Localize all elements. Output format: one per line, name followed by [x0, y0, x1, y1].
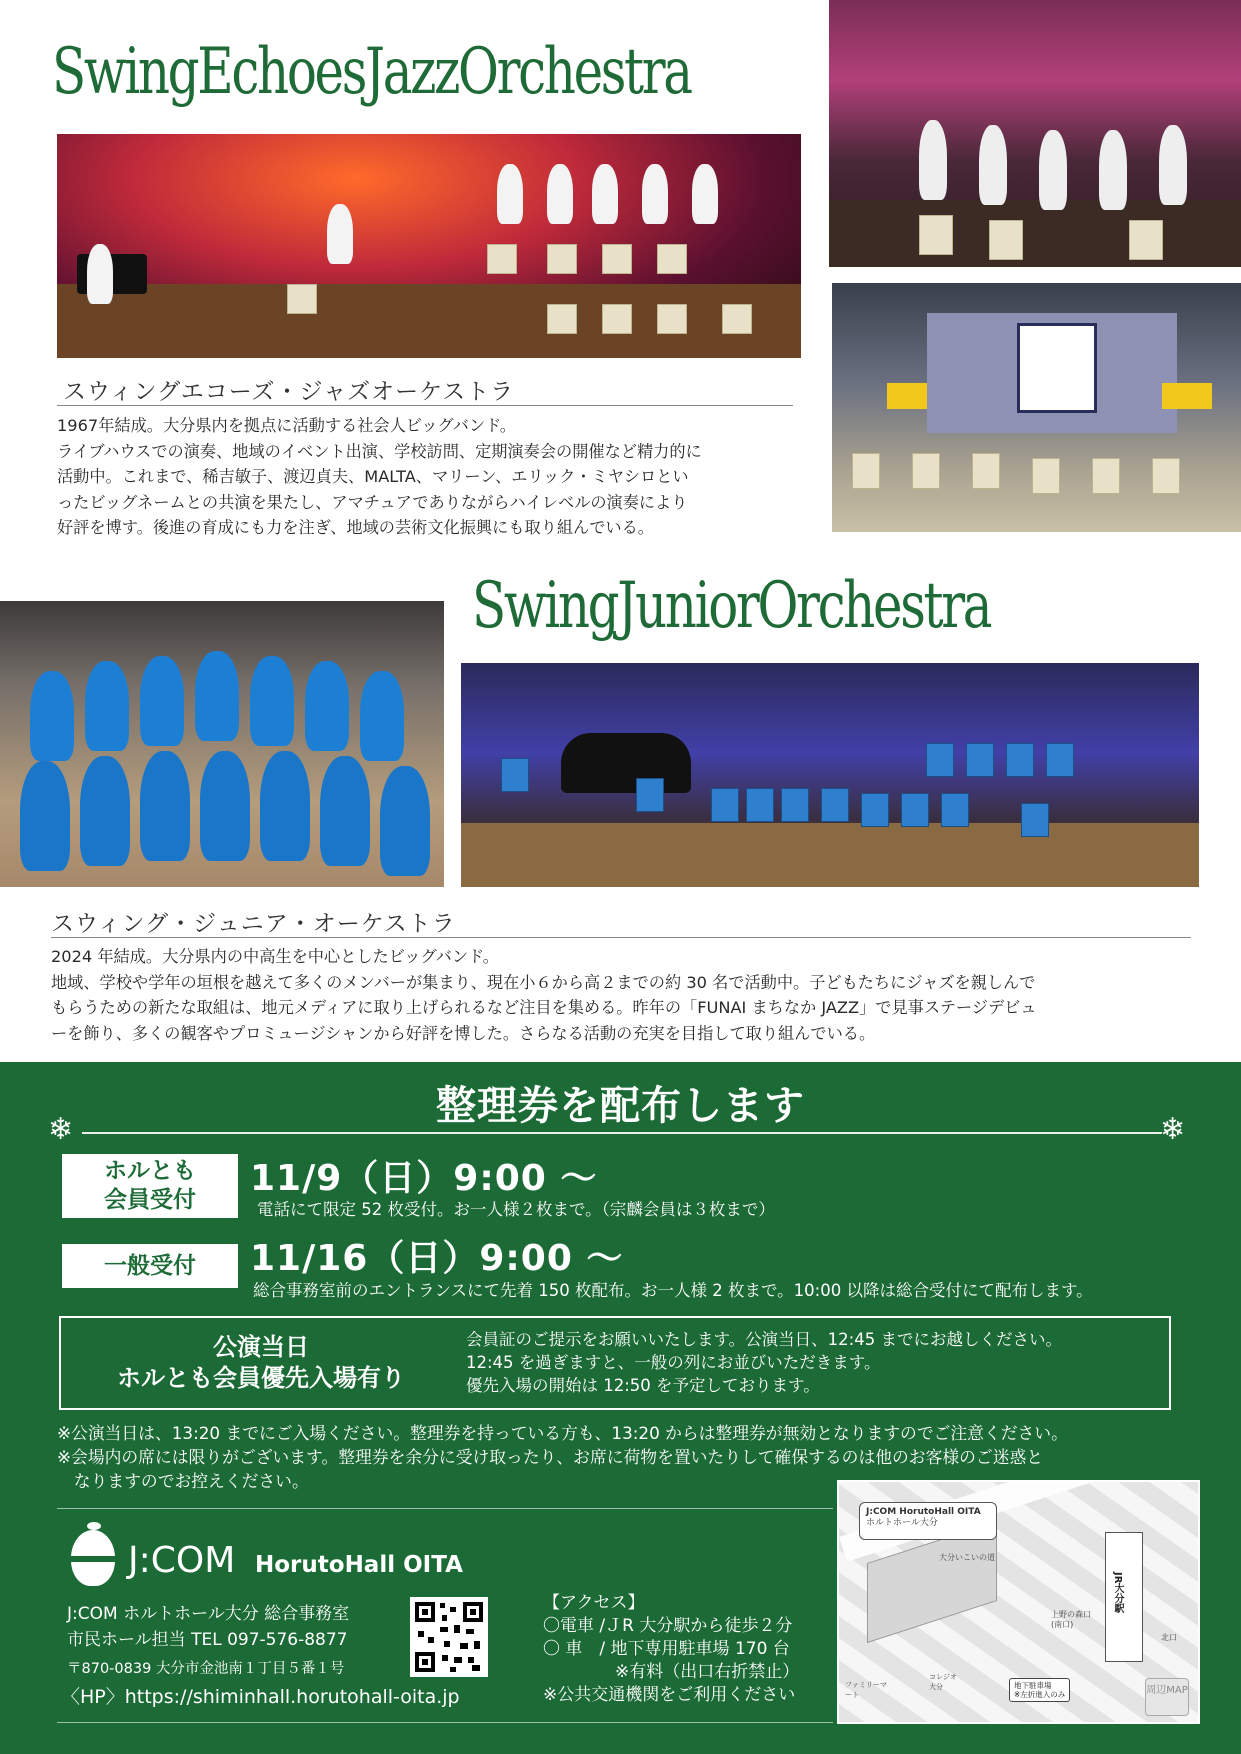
map-station-label: JR大分駅	[1112, 1572, 1123, 1614]
hall-logo-icon	[68, 1522, 118, 1588]
junior-stage-photo	[461, 663, 1199, 887]
office-name: J:COM ホルトホール大分 総合事務室	[67, 1604, 350, 1624]
logo-jcom-text: J:COM	[128, 1540, 236, 1581]
ticket-warnings: ※公演当日は、13:20 までにご入場ください。整理券を持っている方も、13:20 からは整理券が無効となりますのでご注意ください。 ※会場内の席には限りがございます。整理券を余分に受け取ったり、お席に荷物を置いたりして確保するのは他のお客様のご迷惑と なりますのでお控えください。	[57, 1423, 1068, 1491]
ticket-heading: 整理券を配布します	[436, 1083, 805, 1129]
band-title-echoes: SwingEchoesJazzOrchestra	[52, 35, 691, 109]
general-reception-date: 11/16（日）9:00 〜	[250, 1238, 624, 1279]
priority-entry-details: 会員証のご提示をお願いいたします。公演当日、12:45 までにお越しください。 12:45 を過ぎますと、一般の列にお並びいただきます。 優先入場の開始は 12:50 を予定しております。	[466, 1330, 1062, 1395]
priority-entry-box	[59, 1316, 1171, 1410]
band-title-junior: SwingJuniorOrchestra	[472, 569, 991, 643]
echoes-livehouse-photo	[829, 0, 1241, 267]
junior-kana-title: スウィング・ジュニア・オーケストラ	[51, 911, 456, 937]
map-venue-sub: ホルトホール大分	[866, 1518, 938, 1528]
general-reception-note: 総合事務室前のエントランスにて先着 150 枚配布。お一人様 2 枚まで。10:00 以降は総合受付にて配布します。	[253, 1281, 1093, 1300]
general-reception-label: 一般受付	[62, 1244, 238, 1288]
footer-bottom-rule	[57, 1722, 833, 1723]
map-road-label: 大分いこいの道	[939, 1553, 995, 1562]
logo-hall-text: HorutoHall OITA	[255, 1552, 463, 1578]
area-map	[837, 1480, 1200, 1724]
map-north-label: 北口	[1161, 1633, 1177, 1642]
junior-description: 2024 年結成。大分県内の中高生を中心としたビッグバンド。 地域、学校や学年の垣根を越えて多くのメンバーが集まり、現在小６から高２までの約 30 名で活動中。子どもたちにジャズを親しんで もらうための新たな取組は、地元メディアに取り上げられるなど注目を集める。昨年の「FUNAI まちなか JAZZ」で見事ステージデビュ ーを飾り、多くの観客やプロミュージシャンから好評を博した。さらなる活動の充実を目指して取り組んでいる。	[51, 947, 1037, 1043]
echoes-title-rule	[57, 405, 793, 406]
map-parking-label: 地下駐車場 ※左折進入のみ	[1009, 1678, 1070, 1702]
member-reception-label: ホルとも 会員受付	[62, 1154, 238, 1218]
junior-title-rule	[51, 937, 1191, 938]
priority-entry-title: 公演当日 ホルとも会員優先入場有り	[117, 1333, 405, 1392]
snowflake-icon-right: ❄	[1160, 1112, 1186, 1147]
heading-rule	[82, 1132, 1162, 1134]
map-badge: 周辺MAP	[1145, 1678, 1189, 1716]
member-reception-date: 11/9（日）9:00 〜	[250, 1158, 598, 1199]
snowflake-icon-left: ❄	[48, 1112, 74, 1147]
map-venue-label: J:COM HorutoHall OITA	[866, 1507, 981, 1517]
echoes-outdoor-photo	[832, 283, 1241, 532]
member-reception-note: 電話にて限定 52 枚受付。お一人様２枚まで。（宗麟会員は３枚まで）	[257, 1200, 775, 1219]
echoes-description: 1967年結成。大分県内を拠点に活動する社会人ビッグバンド。 ライブハウスでの演奏、地域のイベント出演、学校訪問、定期演奏会の開催など精力的に 活動中。これまで、稀吉敏子、渡辺貞夫、MALTA、マリーン、エリック・ミヤシロとい ったビッグネームとの共演を果たし、アマチュアでありながらハイレベルの演奏により 好評を博す。後進の育成にも力を注ぎ、地域の芸術文化振興にも取り組んでいる。	[57, 416, 702, 537]
map-shop1-label: ファミリーマート	[845, 1681, 887, 1699]
access-info: 【アクセス】 〇電車 /ＪR 大分駅から徒歩２分 〇 車 / 地下専用駐車場 170 台 ※有料（出口右折禁止） ※公共交通機関をご利用ください	[543, 1593, 800, 1705]
homepage-link[interactable]: 〈HP〉https://shiminhall.horutohall-oita.jp	[61, 1686, 460, 1708]
echoes-stage-photo	[57, 134, 801, 358]
office-contact: 市民ホール担当 TEL 097-576-8877	[67, 1630, 348, 1650]
qr-code[interactable]	[410, 1597, 488, 1677]
junior-group-photo	[0, 601, 444, 887]
map-park-label: 上野の森口 (南口)	[1051, 1610, 1091, 1629]
ticket-section	[0, 1062, 1241, 1754]
map-shop2-label: コレジオ大分	[929, 1673, 957, 1691]
office-address: 〒870-0839 大分市金池南１丁目５番１号	[67, 1661, 345, 1677]
echoes-kana-title: スウィングエコーズ・ジャズオーケストラ	[63, 379, 515, 405]
footer-rule	[57, 1508, 833, 1509]
